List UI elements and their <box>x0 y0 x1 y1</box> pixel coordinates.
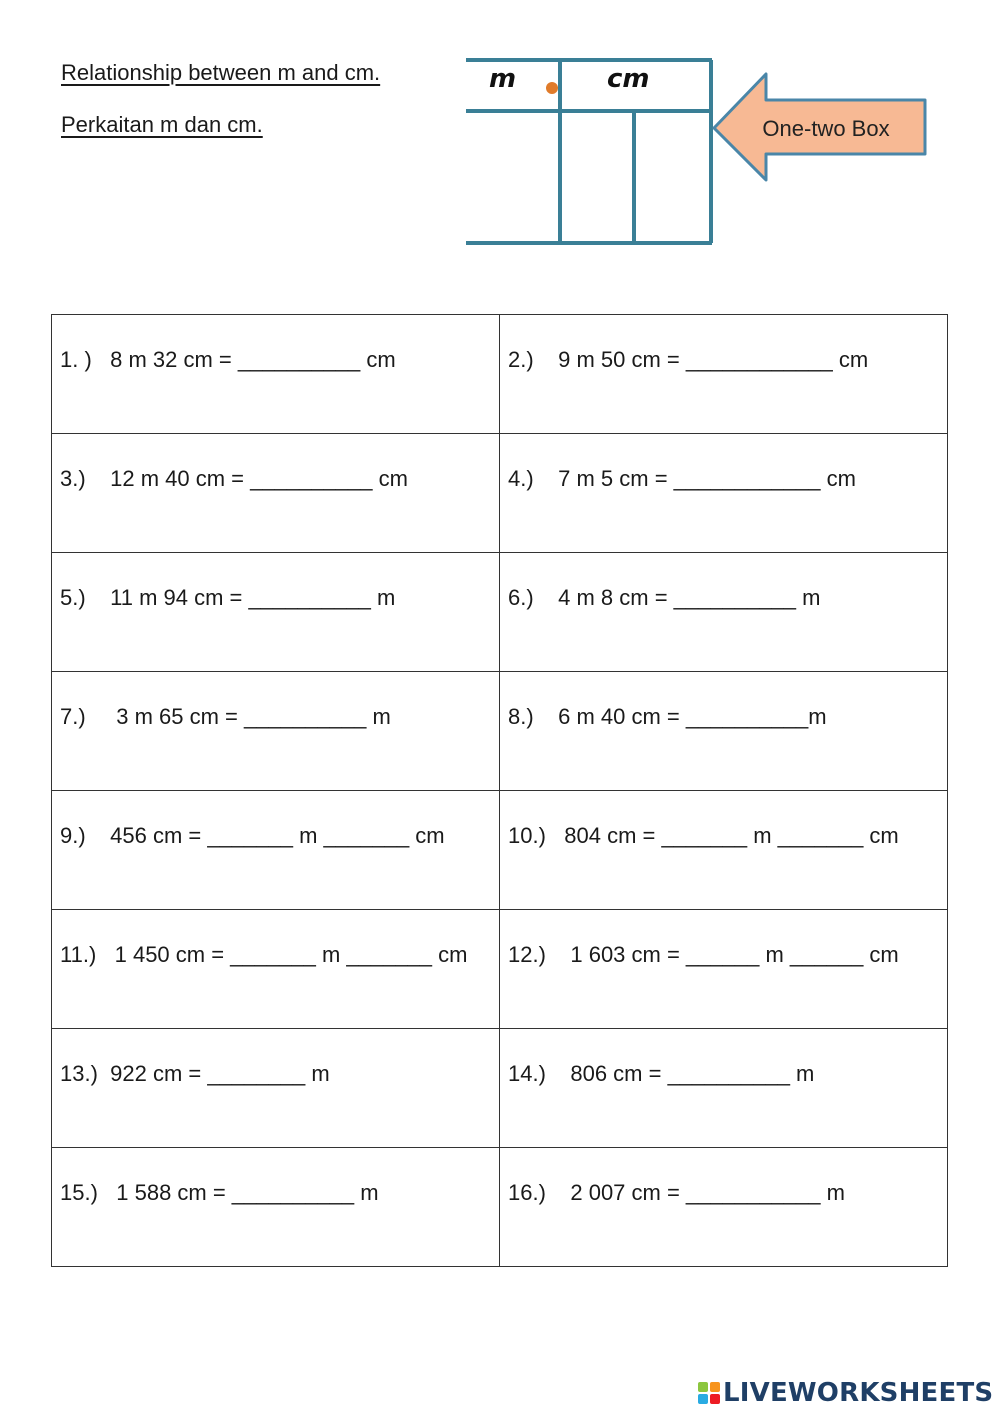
exercise-text: 7.) 3 m 65 cm = __________ m <box>60 704 391 729</box>
table-row <box>52 672 948 791</box>
exercise-text: 11.) 1 450 cm = _______ m _______ cm <box>60 942 468 967</box>
exercise-text: 13.) 922 cm = ________ m <box>60 1061 330 1086</box>
heading-perkaitan: Perkaitan m dan cm. <box>61 112 263 137</box>
exercise-text: 14.) 806 cm = __________ m <box>508 1061 815 1086</box>
table-row <box>52 1029 948 1148</box>
table-row <box>52 791 948 910</box>
exercise-cell <box>500 553 948 672</box>
exercise-cell <box>52 791 500 910</box>
exercise-cell <box>500 910 948 1029</box>
arrow-label: One-two Box <box>762 116 890 141</box>
heading-relationship: Relationship between m and cm. <box>61 60 381 85</box>
exercise-text: 16.) 2 007 cm = ___________ m <box>508 1180 845 1205</box>
exercise-cell <box>52 553 500 672</box>
unit-label-m: m <box>489 64 517 94</box>
one-two-box-diagram <box>460 50 940 260</box>
table-row <box>52 553 948 672</box>
exercise-cell <box>52 1029 500 1148</box>
exercise-cell <box>500 315 948 434</box>
exercise-text: 2.) 9 m 50 cm = ____________ cm <box>508 347 869 372</box>
exercise-text: 10.) 804 cm = _______ m _______ cm <box>508 823 899 848</box>
exercise-text: 6.) 4 m 8 cm = __________ m <box>508 585 821 610</box>
table-row <box>52 1148 948 1267</box>
liveworksheets-logo-icon <box>697 1381 721 1405</box>
exercise-cell <box>52 1148 500 1267</box>
exercise-cell <box>500 791 948 910</box>
unit-label-cm: cm <box>607 64 650 94</box>
exercise-text: 4.) 7 m 5 cm = ____________ cm <box>508 466 856 491</box>
exercise-text: 3.) 12 m 40 cm = __________ cm <box>60 466 408 491</box>
table-row <box>52 910 948 1029</box>
exercise-text: 8.) 6 m 40 cm = __________m <box>508 704 827 729</box>
exercise-text: 15.) 1 588 cm = __________ m <box>60 1180 379 1205</box>
one-two-box-lines <box>460 50 940 260</box>
exercise-cell <box>500 434 948 553</box>
table-row <box>52 434 948 553</box>
decimal-point-dot <box>546 82 558 94</box>
exercise-text: 9.) 456 cm = _______ m _______ cm <box>60 823 445 848</box>
exercise-cell <box>500 1148 948 1267</box>
exercise-cell <box>52 315 500 434</box>
liveworksheets-wordmark: LIVEWORKSHEETS <box>723 1378 994 1408</box>
exercise-cell <box>52 672 500 791</box>
exercise-text: 12.) 1 603 cm = ______ m ______ cm <box>508 942 899 967</box>
exercise-text: 5.) 11 m 94 cm = __________ m <box>60 585 396 610</box>
exercise-table <box>51 314 948 1267</box>
exercise-cell <box>52 910 500 1029</box>
exercise-cell <box>52 434 500 553</box>
exercise-cell <box>500 1029 948 1148</box>
exercise-cell <box>500 672 948 791</box>
exercise-text: 1. ) 8 m 32 cm = __________ cm <box>60 347 396 372</box>
table-row <box>52 315 948 434</box>
liveworksheets-brand <box>697 1377 993 1409</box>
